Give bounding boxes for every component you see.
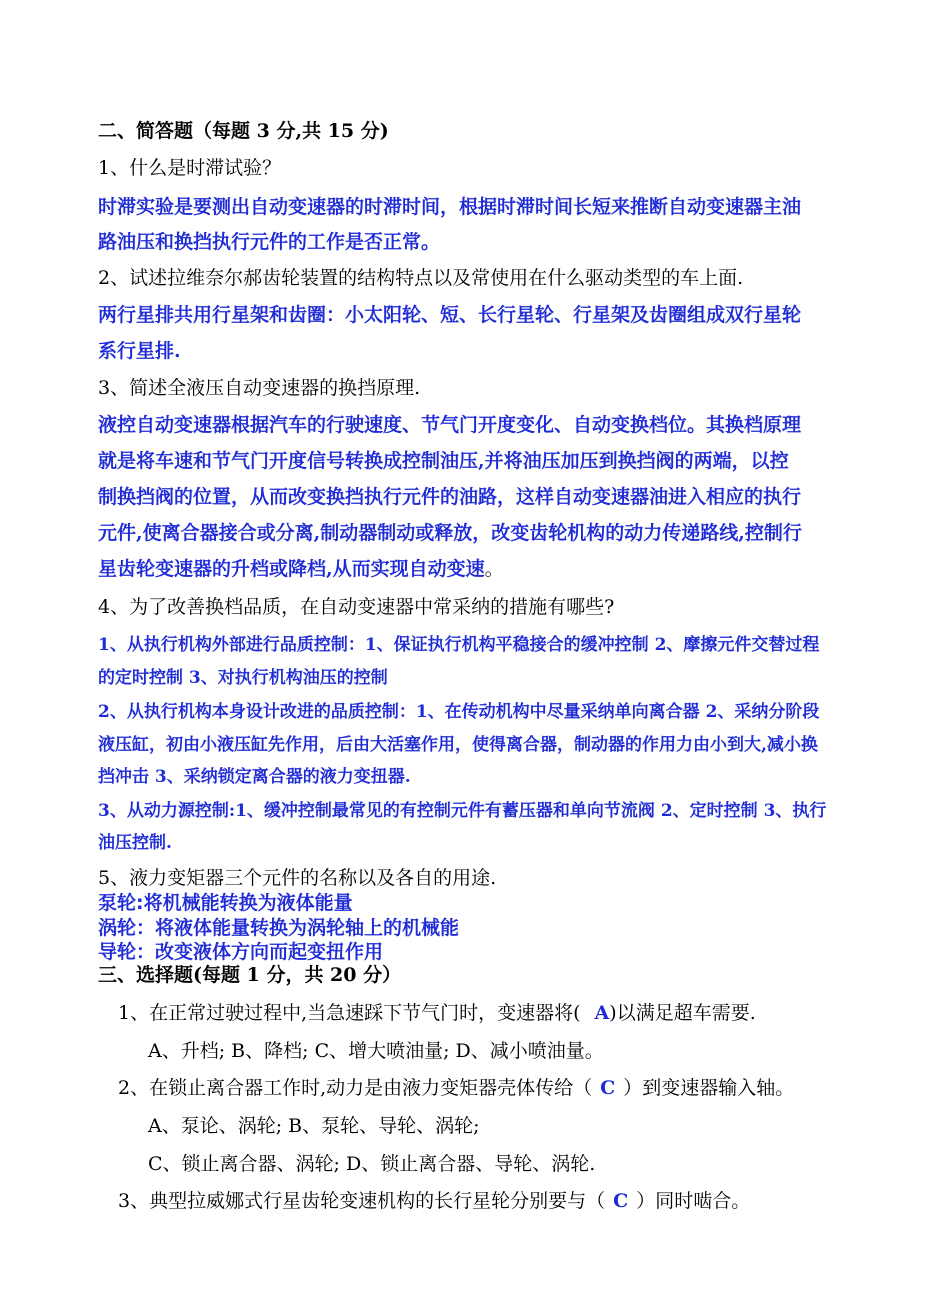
q3-answer-line-1: 液控自动变速器根据汽车的行驶速度、节气门开度变化、自动变换档位。其换档原理 [98,414,802,436]
q3-answer-line-3: 制换挡阀的位置，从而改变换挡执行元件的油路，这样自动变速器油进入相应的执行 [98,486,802,508]
section3-title: 三、选择题(每题 1 分，共 20 分） [98,964,402,986]
mc-q1-stem: 1、在正常过驶过程中,当急速踩下节气门时，变速器将( [118,1002,581,1024]
mc-q2-stem: 2、在锁止离合器工作时,动力是由液力变矩器壳体传给（ [118,1077,593,1099]
q3-question: 3、简述全液压自动变速器的换挡原理. [98,377,421,399]
q4-question: 4、为了改善换档品质，在自动变速器中常采纳的措施有哪些? [98,596,615,618]
mc-q1-options: A、升档; B、降档; C、增大喷油量; D、减小喷油量。 [148,1040,604,1062]
q3-answer-line-4: 元件,使离合器接合或分离,制动器制动或释放，改变齿轮机构的动力传递路线,控制行 [98,522,802,544]
q4-answer-line-2: 的定时控制 3、对执行机构油压的控制 [98,668,388,688]
q4-answer-line-3: 2、从执行机构本身设计改进的品质控制：1、在传动机构中尽量采纳单向离合器 2、采纳分阶段 [98,702,820,722]
q5-question: 5、液力变矩器三个元件的名称以及各自的用途. [98,867,497,889]
q3-answer-line-5 [98,557,504,581]
q3-answer-tail: 。 [484,558,504,580]
q1-answer-line-1: 时滞实验是要测出自动变速器的时滞时间，根据时滞时间长短来推断自动变速器主油 [98,196,802,218]
q5-answer-line-3: 导轮：改变液体方向而起变扭作用 [98,941,384,963]
mc-q2-stem-end: ）到变速器输入轴。 [623,1077,795,1099]
mc-q3-stem: 3、典型拉威娜式行星齿轮变速机构的长行星轮分别要与（ [118,1190,606,1212]
q3-answer-line-5-text: 星齿轮变速器的升档或降档,从而实现自动变速 [98,558,485,580]
q4-answer-line-5: 挡冲击 3、采纳锁定离合器的液力变扭器. [98,767,411,787]
mc-q1-stem-end: )以满足超车需要. [609,1002,756,1024]
mc-q2 [118,1076,794,1100]
q1-answer-line-2: 路油压和换挡执行元件的工作是否正常。 [98,231,441,253]
q5-answer-line-1: 泵轮:将机械能转换为液体能量 [98,892,353,914]
q1-question: 1、什么是时滞试验？ [98,157,282,179]
q2-answer-line-1: 两行星排共用行星架和齿圈：小太阳轮、短、长行星轮、行星架及齿圈组成双行星轮 [98,304,802,326]
section2-title: 二、简答题（每题 3 分,共 15 分) [98,120,389,142]
mc-q2-answer: C [600,1077,616,1099]
mc-q3-stem-end: ）同时啮合。 [636,1190,751,1212]
q5-answer-line-2: 涡轮：将液体能量转换为涡轮轴上的机械能 [98,917,460,939]
q4-answer-line-6: 3、从动力源控制:1、缓冲控制最常见的有控制元件有蓄压器和单向节流阀 2、定时控制 3、执行 [98,801,827,821]
mc-q1 [118,1001,756,1025]
q4-answer-line-4: 液压缸，初由小液压缸先作用，后由大活塞作用，使得离合器，制动器的作用力由小到大,减小换 [98,735,818,755]
q2-answer-line-2: 系行星排. [98,340,181,362]
q4-answer-line-7: 油压控制. [98,833,172,853]
mc-q3-answer: C [613,1190,629,1212]
q4-answer-line-1: 1、从执行机构外部进行品质控制：1、保证执行机构平稳接合的缓冲控制 2、摩擦元件交替过程 [98,635,820,655]
q2-question: 2、试述拉维奈尔郝齿轮装置的结构特点以及常使用在什么驱动类型的车上面. [98,267,744,289]
q3-answer-line-2: 就是将车速和节气门开度信号转换成控制油压,并将油压加压到换挡阀的两端，以控 [98,450,789,472]
mc-q3 [118,1189,750,1213]
mc-q1-answer: A [594,1002,610,1024]
mc-q2-options-1: A、泵论、涡轮; B、泵轮、导轮、涡轮; [148,1115,480,1137]
mc-q2-options-2: C、锁止离合器、涡轮; D、锁止离合器、导轮、涡轮. [148,1153,596,1175]
